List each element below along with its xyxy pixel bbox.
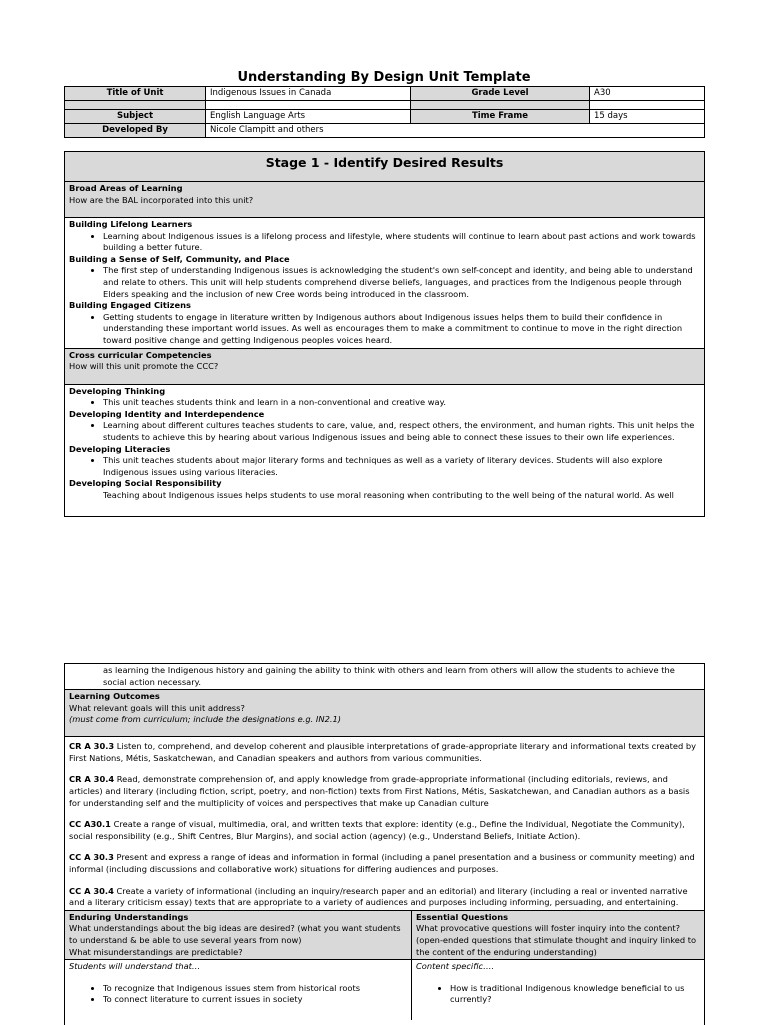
ccc-section-title: Developing Social Responsibility	[69, 478, 222, 489]
title-of-unit-value: Indigenous Issues in Canada	[206, 87, 411, 101]
bal-header	[65, 182, 704, 218]
stage1-heading: Stage 1 - Identify Desired Results	[65, 152, 704, 182]
ccc-section-title: Developing Thinking	[69, 385, 166, 396]
page2-section	[64, 663, 705, 1025]
time-frame-value: 15 days	[590, 110, 705, 124]
outcome-item	[69, 886, 700, 909]
bal-section-bullet: • The first step of understanding Indigenous issues is acknowledging the student's own self-concept and identity, and being able to understand and relate to others. This unit will help students comprehend diverse beliefs, languages, and practices from the Indigenous people through Elders speaking and the inclusion of new Cree words being introduced in the classroom.	[103, 265, 700, 300]
grade-level-value: A30	[590, 87, 705, 101]
essential-questions-heading: Essential Questions	[416, 911, 509, 922]
time-frame-label: Time Frame	[411, 110, 590, 124]
developed-by-label: Developed By	[65, 124, 206, 138]
outcome-text: Create a variety of informational (including an inquiry/research paper and an editorial) and literary (including a real or invented narrative and a literary criticism essay) texts that are appropriate to a variety of audiences and purposes including informing, persuading, and entertaining.	[69, 885, 688, 908]
question-bullet: • How is traditional Indigenous knowledge beneficial to us currently?	[450, 983, 700, 1006]
outcome-text: Present and express a range of ideas and information in formal (including a panel presentation and a business or community meeting) and informal (including discussions and collaborative work) situations for differing audiences and purposes.	[69, 852, 695, 874]
bal-section-title: Building Engaged Citizens	[69, 300, 191, 311]
bal-question: How are the BAL incorporated into this unit?	[69, 194, 254, 205]
outcome-code: CC A 30.3	[69, 852, 114, 863]
ccc-content	[65, 385, 704, 503]
outcomes-list	[65, 737, 704, 911]
bal-section-title: Building Lifelong Learners	[69, 219, 193, 229]
enduring-understandings-header	[65, 911, 412, 959]
subject-label: Subject	[65, 110, 206, 124]
learning-outcomes-header	[65, 690, 704, 737]
essential-questions-header	[412, 911, 704, 959]
stage1-section	[64, 151, 705, 517]
enduring-understandings-body	[65, 960, 412, 1020]
bal-heading: Broad Areas of Learning	[69, 183, 183, 193]
ccc-header	[65, 349, 704, 385]
ccc-heading: Cross curricular Competencies	[69, 349, 212, 360]
understandings-questions-header	[65, 911, 704, 960]
outcome-item	[69, 741, 700, 764]
enduring-understandings-intro: Students will understand that…	[69, 961, 201, 972]
understanding-bullet: • To recognize that Indigenous issues stem from historical roots	[103, 983, 407, 995]
outcome-text: Read, demonstrate comprehension of, and apply knowledge from grade-appropriate informational (including editorials, reviews, and articles) and literary (including fiction, script, poetry, and non-fiction) texts from First Nations, Métis, Saskatchewan, and Canadian authors as a basis for understanding self and the multiplicity of voices and perspectives that make up Canadian culture	[69, 774, 690, 808]
ccc-section-bullet: • This unit teaches students about major literary forms and techniques as well as a variety of literary devices. Students will also explore Indigenous issues using various literacies.	[103, 455, 700, 478]
outcome-code: CC A30.1	[69, 819, 111, 830]
essential-questions-intro: Content specific….	[416, 961, 495, 972]
outcome-text: Listen to, comprehend, and develop coherent and plausible interpretations of grade-appropriate literary and informational texts created by First Nations, Métis, Saskatchewan, and Canadian speakers and authors from various communities.	[69, 741, 697, 763]
ccc-section-bullet: • This unit teaches students think and learn in a non-conventional and creative way.	[103, 397, 700, 409]
enduring-understandings-heading: Enduring Understandings	[69, 911, 189, 922]
ccc-question: How will this unit promote the CCC?	[69, 361, 219, 372]
unit-info-table	[64, 86, 705, 138]
outcome-item	[69, 819, 700, 842]
outcome-item	[69, 852, 700, 875]
ccc-section-bullet: • Learning about different cultures teaches students to care, value, and, respect others, the environment, and human rights. This unit helps the students to achieve this by hearing about various Indigenous issues and being able to connect these issues to their own life experiences.	[103, 420, 700, 443]
understandings-questions-body	[65, 960, 704, 1020]
understanding-bullet: • To connect literature to current issues in society	[103, 994, 407, 1006]
bal-section-bullet: • Getting students to engage in literature written by Indigenous authors about Indigenous issues helps them to build their confidence in understanding these important world issues. As well as encourages them to make a commitment to continue to move in the right direction toward positive change and getting Indigenous peoples voices heard.	[103, 312, 700, 347]
outcome-code: CC A 30.4	[69, 885, 114, 896]
essential-questions-question: What provocative questions will foster inquiry into the content? (open-ended questions that stimulate thought and inquiry linked to the content of the enduring understanding)	[416, 923, 697, 957]
developed-by-value: Nicole Clampitt and others	[206, 124, 705, 138]
misunderstandings-question: What misunderstandings are predictable?	[69, 946, 243, 957]
bal-section-title: Building a Sense of Self, Community, and Place	[69, 253, 290, 264]
outcome-item	[69, 774, 700, 809]
grade-level-label: Grade Level	[411, 87, 590, 101]
title-of-unit-label: Title of Unit	[65, 87, 206, 101]
outcome-code: CR A 30.3	[69, 741, 115, 752]
essential-questions-body	[412, 960, 704, 1020]
ccc-section-bullet: • Teaching about Indigenous issues helps students to use moral reasoning when contributing to the well being of the natural world. As well	[103, 490, 700, 502]
subject-value: English Language Arts	[206, 110, 411, 124]
bal-section-bullet: • Learning about Indigenous issues is a lifelong process and lifestyle, where students will continue to learn about past actions and work towards building a better future.	[103, 231, 700, 254]
outcome-code: CR A 30.4	[69, 774, 115, 785]
enduring-understandings-question: What understandings about the big ideas are desired? (what you want students to understand & be able to use several years from now)	[69, 923, 401, 945]
learning-outcomes-heading: Learning Outcomes	[69, 691, 160, 702]
bal-content	[65, 218, 704, 349]
ccc-section-title: Developing Literacies	[69, 443, 171, 454]
outcome-text: Create a range of visual, multimedia, oral, and written texts that explore: identity (e.g., Define the Individual, Negotiate the Community), social responsibility (e.g., Shift Centres, Blur Margins), and social action (agency) (e.g., Understand Beliefs, Initiate Action).	[69, 819, 685, 841]
continued-text: as learning the Indigenous history and gaining the ability to think with others and learn from others will allow the students to achieve the social action necessary.	[65, 664, 704, 690]
ccc-section-title: Developing Identity and Interdependence	[69, 408, 265, 419]
document-title: Understanding By Design Unit Template	[237, 70, 531, 85]
learning-outcomes-question: What relevant goals will this unit address?	[69, 702, 245, 713]
learning-outcomes-note: (must come from curriculum; include the designations e.g. IN2.1)	[69, 714, 342, 725]
